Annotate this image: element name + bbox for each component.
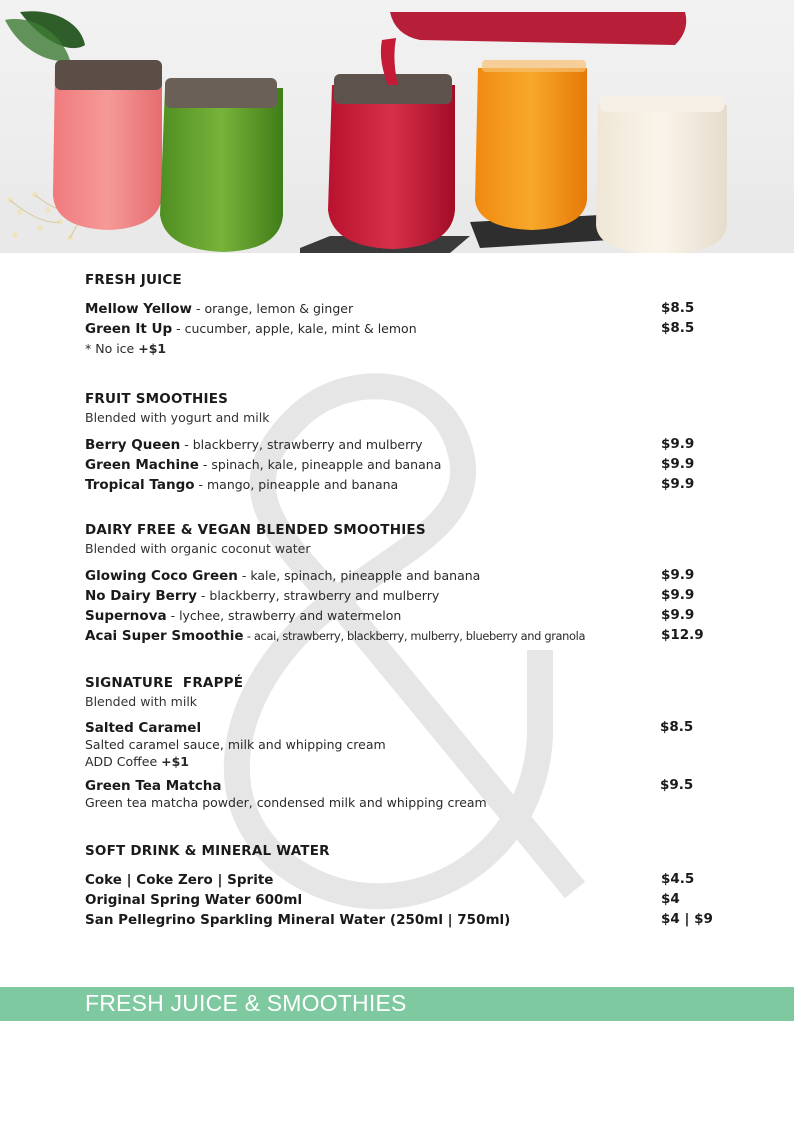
item-description: Green tea matcha powder, condensed milk and whipping cream <box>85 795 487 810</box>
item-description: - blackberry, strawberry and mulberry <box>180 437 423 452</box>
item-price: $9.9 <box>661 476 695 492</box>
menu-item <box>85 889 725 909</box>
item-name: Coke | Coke Zero | Sprite <box>85 872 274 888</box>
item-name: Acai Super Smoothie <box>85 628 244 644</box>
hero-photo <box>0 0 794 253</box>
item-name: Mellow Yellow <box>85 301 192 317</box>
section-soft-drinks <box>85 841 725 929</box>
item-name: Green It Up <box>85 321 173 337</box>
no-ice-note <box>85 338 725 359</box>
item-name: No Dairy Berry <box>85 588 197 604</box>
menu-item <box>85 909 725 929</box>
section-title: SIGNATURE FRAPPÉ <box>85 675 244 691</box>
menu-item <box>85 718 725 770</box>
item-price: $9.5 <box>660 777 694 793</box>
section-fruit-smoothies <box>85 389 725 494</box>
item-description: - lychee, strawberry and watermelon <box>166 608 402 623</box>
item-price: $4.5 <box>661 871 695 887</box>
item-price: $9.9 <box>661 607 695 623</box>
item-description: - blackberry, strawberry and mulberry <box>196 588 440 603</box>
item-price: $9.9 <box>661 436 695 452</box>
item-description: - orange, lemon & ginger <box>192 301 354 316</box>
item-description: - acai, strawberry, blackberry, mulberry, blueberry and granola <box>243 629 586 643</box>
item-name: Green Machine <box>85 457 199 473</box>
smoothie-glasses-image <box>0 0 794 253</box>
item-name: Berry Queen <box>85 437 181 453</box>
item-price: $4 <box>661 891 680 907</box>
item-price: $8.5 <box>661 300 695 316</box>
menu-item <box>85 585 725 605</box>
section-subtitle: Blended with organic coconut water <box>85 541 311 556</box>
item-description: - kale, spinach, pineapple and banana <box>237 568 481 583</box>
item-name: Green Tea Matcha <box>85 778 222 794</box>
menu-item <box>85 605 725 625</box>
item-price: $9.9 <box>661 587 695 603</box>
section-fresh-juice <box>85 270 725 359</box>
add-coffee-note <box>85 753 725 770</box>
item-description: - cucumber, apple, kale, mint & lemon <box>172 321 417 336</box>
menu-item <box>85 434 725 454</box>
item-price: $8.5 <box>660 719 694 735</box>
note-surcharge: +$1 <box>138 341 167 356</box>
menu-item <box>85 454 725 474</box>
item-price: $9.9 <box>661 456 695 472</box>
item-price: $4 | $9 <box>661 911 713 927</box>
item-description: - spinach, kale, pineapple and banana <box>198 457 442 472</box>
item-name: Tropical Tango <box>85 477 195 493</box>
note-text: * No ice <box>85 341 139 356</box>
item-name: San Pellegrino Sparkling Mineral Water (250ml | 750ml) <box>85 912 511 928</box>
item-price: $9.9 <box>661 567 695 583</box>
section-signature-frappe <box>85 673 725 811</box>
menu-item <box>85 869 725 889</box>
menu-item <box>85 474 725 494</box>
item-description: - mango, pineapple and banana <box>194 477 399 492</box>
item-description: Salted caramel sauce, milk and whipping cream <box>85 737 386 752</box>
footer-title: FRESH JUICE & SMOOTHIES <box>85 990 407 1016</box>
section-title: FRUIT SMOOTHIES <box>85 391 229 407</box>
menu-item <box>85 625 725 645</box>
section-subtitle: Blended with yogurt and milk <box>85 410 270 425</box>
section-subtitle: Blended with milk <box>85 694 198 709</box>
item-price: $12.9 <box>661 627 704 643</box>
add-coffee-surcharge: +$1 <box>161 754 189 769</box>
footer-band <box>0 987 794 1021</box>
section-title: SOFT DRINK & MINERAL WATER <box>85 843 330 859</box>
section-title: DAIRY FREE & VEGAN BLENDED SMOOTHIES <box>85 522 426 538</box>
menu-item <box>85 318 725 338</box>
menu-content <box>85 270 725 949</box>
item-name: Glowing Coco Green <box>85 568 238 584</box>
add-coffee-text: ADD Coffee <box>85 754 162 769</box>
menu-item <box>85 565 725 585</box>
item-name: Original Spring Water 600ml <box>85 892 303 908</box>
item-name: Supernova <box>85 608 167 624</box>
menu-item <box>85 298 725 318</box>
item-name: Salted Caramel <box>85 720 202 736</box>
section-title: FRESH JUICE <box>85 272 182 288</box>
menu-item <box>85 776 725 811</box>
item-price: $8.5 <box>661 320 695 336</box>
section-dairy-free-vegan <box>85 520 725 645</box>
